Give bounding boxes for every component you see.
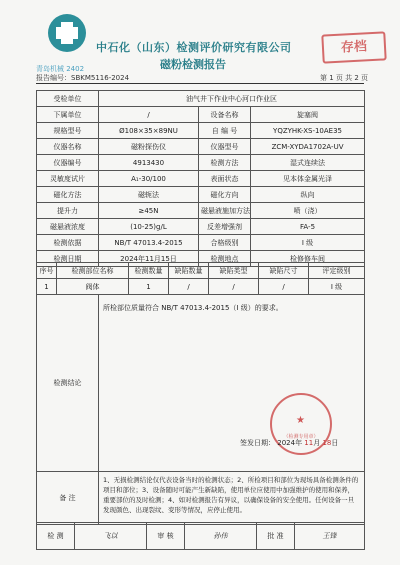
field-value: 磁粉探伤仪 [99, 139, 199, 155]
field-label: 磁化方法 [37, 187, 99, 203]
inspector-label: 检 测 [37, 523, 75, 550]
issue-date: 签发日期： 2024年 11月 18日 [240, 439, 339, 447]
field-value: 纵向 [251, 187, 365, 203]
field-label: 表面状态 [199, 171, 251, 187]
seal-text: （检测专用章） [283, 434, 319, 440]
table-cell: / [259, 279, 309, 295]
notes-row [37, 472, 365, 525]
watermark: 青岛机械 2402 [36, 65, 85, 73]
field-label: 磁化方向 [199, 187, 251, 203]
field-value: 喷（浇） [251, 203, 365, 219]
field-value: 2024年11月15日 [99, 251, 199, 267]
table-cell: 阀体 [57, 279, 129, 295]
archive-stamp: 存档 [321, 31, 386, 63]
field-label: 反差增强剂 [199, 219, 251, 235]
field-value: I 级 [251, 235, 365, 251]
table-row [37, 187, 365, 203]
page-number: 第 1 页 共 2 页 [320, 74, 369, 82]
table-row [37, 155, 365, 171]
issue-date-label: 签发日期： [240, 439, 275, 447]
issue-day: 18 [322, 439, 332, 447]
issue-year: 2024 [277, 439, 296, 447]
field-value: 油气井下作业中心河口作业区 [99, 91, 365, 107]
report-title: 磁粉检测报告 [160, 58, 226, 71]
conclusion-text: 所检部位质量符合 NB/T 47013.4-2015（I 级）的要求。 [99, 295, 365, 472]
table-cell: / [209, 279, 259, 295]
approver-signature: 王锋 [295, 523, 365, 550]
field-value: / [99, 107, 199, 123]
column-header: 检测部位名称 [57, 263, 129, 279]
field-label: 仪器编号 [37, 155, 99, 171]
seal-star-icon: ★ [296, 415, 305, 426]
field-label: 提升力 [37, 203, 99, 219]
field-label: 灵敏度试片 [37, 171, 99, 187]
field-value: (10-25)g/L [99, 219, 199, 235]
company-name: 中石化（山东）检测评价研究有限公司 [96, 41, 292, 54]
field-label: 检测方法 [199, 155, 251, 171]
column-header: 序号 [37, 263, 57, 279]
field-label: 设备名称 [199, 107, 251, 123]
field-value: 湿式连续法 [251, 155, 365, 171]
issue-month: 11 [304, 439, 314, 447]
reviewer-label: 审 核 [147, 523, 185, 550]
field-label: 检测地点 [199, 251, 251, 267]
field-label: 检测日期 [37, 251, 99, 267]
column-header: 检测数量 [129, 263, 169, 279]
field-value: YQZYHK-XS-10AE35 [251, 123, 365, 139]
field-label: 规格型号 [37, 123, 99, 139]
field-label: 检测依据 [37, 235, 99, 251]
table-row [37, 219, 365, 235]
conclusion-label: 检测结论 [37, 295, 99, 472]
table-row [37, 279, 365, 295]
column-header: 缺陷类型 [209, 263, 259, 279]
signature-table [36, 522, 365, 550]
field-value: ≥45N [99, 203, 199, 219]
header-divider [36, 83, 364, 84]
field-value: ZCM-XYDA1702A-UV [251, 139, 365, 155]
field-label: 磁悬液浓度 [37, 219, 99, 235]
notes-label: 备 注 [37, 472, 99, 525]
field-value: 检修修车间 [251, 251, 365, 267]
table-row [37, 203, 365, 219]
inspector-signature: 飞以 [75, 523, 147, 550]
field-label: 自 编 号 [199, 123, 251, 139]
field-value: 磁轭法 [99, 187, 199, 203]
table-cell: / [169, 279, 209, 295]
field-label: 下属单位 [37, 107, 99, 123]
reviewer-signature: 孙伟 [185, 523, 257, 550]
field-value: NB/T 47013.4-2015 [99, 235, 199, 251]
column-header: 评定级别 [309, 263, 365, 279]
field-label: 仪器名称 [37, 139, 99, 155]
field-label: 合格级别 [199, 235, 251, 251]
column-header: 缺陷数量 [169, 263, 209, 279]
notes-text: 1、无损检测结论仅代表设备当时的检测状态；2、所检项目和部位为现场具备检测条件的项目和部位；3、设备随时可能产生新缺陷，使用单位应使用中加强维护的使用和保养，重要部位的及时检测；4、如对检测报告有异议，以确保设备的安全使用。任何设备一旦发现颜色、出现裂纹、变形等情况，应停止使用。 [99, 472, 365, 525]
table-header-row [37, 263, 365, 279]
field-label: 仪器型号 [199, 139, 251, 155]
table-cell: 1 [37, 279, 57, 295]
table-row [37, 107, 365, 123]
table-cell: I 级 [309, 279, 365, 295]
field-value: FA-5 [251, 219, 365, 235]
column-header: 缺陷尺寸 [259, 263, 309, 279]
field-value: 4913430 [99, 155, 199, 171]
field-value: Ø108×35×89NU [99, 123, 199, 139]
field-label: 受检单位 [37, 91, 99, 107]
report-table [36, 90, 365, 267]
signature-row [37, 523, 365, 550]
field-value: 旋塞阀 [251, 107, 365, 123]
table-row [37, 235, 365, 251]
report-number: 报告编号：SBKM5116-2024 [36, 74, 130, 82]
field-value: A₁-30/100 [99, 171, 199, 187]
approver-label: 批 准 [257, 523, 295, 550]
table-row [37, 171, 365, 187]
table-row [37, 123, 365, 139]
results-table [36, 262, 365, 295]
field-label: 磁悬液施加方法 [199, 203, 251, 219]
table-row [37, 139, 365, 155]
field-value: 见本体金属光泽 [251, 171, 365, 187]
company-logo-icon [48, 14, 86, 52]
report-header [0, 0, 400, 95]
table-cell: 1 [129, 279, 169, 295]
table-row [37, 91, 365, 107]
